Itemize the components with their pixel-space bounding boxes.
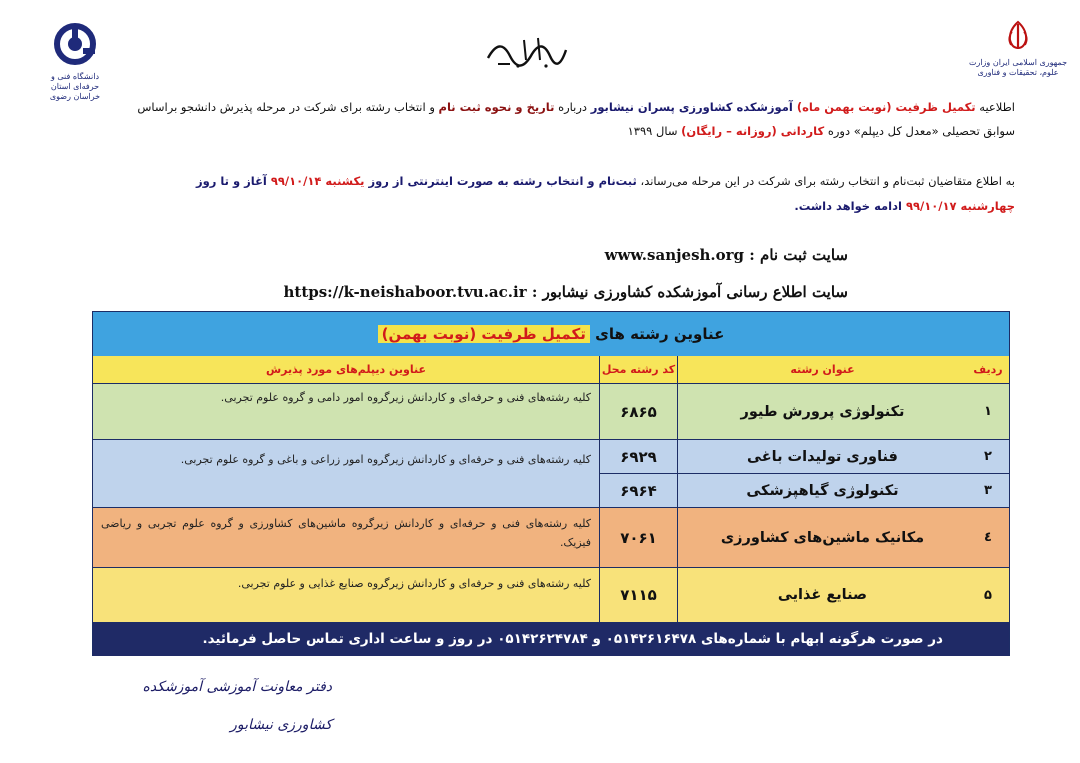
bismillah-calligraphy (480, 28, 570, 72)
ministry-logo (968, 18, 1068, 93)
announcement-text: به اطلاع متقاضیان ثبت‌نام و انتخاب رشته برای شرکت در این مرحله می‌رساند، (636, 174, 1015, 188)
letterhead (0, 0, 1080, 101)
registration-site-label: سایت ثبت نام : (749, 246, 848, 264)
info-site-label: سایت اطلاع رسانی آموزشکده کشاورزی نیشابور : (531, 283, 848, 301)
announcement-line-3 (65, 172, 1015, 190)
major-name: تکنولوژی گیاهپزشکی (677, 474, 967, 508)
registration-method-text: ثبت‌نام و انتخاب رشته به صورت اینترنتی از روز (364, 174, 637, 188)
announcement-line-4 (65, 197, 1015, 215)
row-number: ۱ (967, 384, 1009, 440)
diploma-group-2: کلیه رشته‌های فنی و حرفه‌ای و کاردانش زیرگروه امور زراعی و باغی و گروه علوم تجربی. (93, 440, 599, 508)
bismillah-icon (480, 28, 570, 72)
ministry-logo-caption: جمهوری اسلامی ایران وزارت علوم، تحقیقات و فناوری (968, 58, 1068, 77)
row-number: ٤ (967, 508, 1009, 568)
announcement-line-1 (65, 98, 1015, 116)
major-code: ۷۰۶۱ (599, 508, 677, 568)
registration-site-link[interactable]: www.sanjesh.org (604, 246, 745, 264)
major-name: صنایع غذایی (677, 568, 967, 623)
header-code: کد رشته محل (599, 356, 677, 384)
row-number: ۳ (967, 474, 1009, 508)
info-site (283, 283, 848, 301)
completion-capacity-highlight: تکمیل ظرفیت (نوبت بهمن ماه) (796, 100, 976, 114)
major-name: فناوری تولیدات باغی (677, 440, 967, 474)
header-major: عنوان رشته (677, 356, 967, 384)
diploma-group-1: کلیه رشته‌های فنی و حرفه‌ای و کاردانش زیرگروه امور دامی و گروه علوم تجربی. (93, 384, 599, 440)
university-logo-caption: دانشگاه فنی و حرفه‌ای استان خراسان رضوی (49, 72, 101, 101)
iran-emblem-icon (1001, 18, 1035, 52)
announcement-text: درباره (554, 100, 591, 114)
major-name: تکنولوژی پرورش طیور (677, 384, 967, 440)
major-name: مکانیک ماشین‌های کشاورزی (677, 508, 967, 568)
announcement-text: ادامه خواهد داشت. (794, 199, 906, 213)
office-signature: دفتر معاونت آموزشی آموزشکده کشاورزی نیشابور (142, 679, 332, 733)
major-code: ۶۹۲۹ (599, 440, 677, 474)
table-title-prefix: عناوین رشته های (595, 325, 725, 343)
diploma-group-4: کلیه رشته‌های فنی و حرفه‌ای و کاردانش زیرگروه صنایع غذایی و علوم تجربی. (93, 568, 599, 623)
end-date-highlight: چهارشنبه ۹۹/۱۰/۱۷ (905, 199, 1015, 213)
announcement-text: سال ۱۳۹۹ (627, 124, 682, 138)
header-row-no: ردیف (967, 356, 1009, 384)
university-emblem-icon (53, 22, 97, 66)
announcement-text: اطلاعیه (975, 100, 1015, 114)
contact-footer: در صورت هرگونه ابهام با شماره‌های ۰۵۱۴۲۶۱۶۴۷۸ و ۰۵۱۴۲۶۲۴۷۸۴ در روز و ساعت اداری تماس حاصل فرمائید. (93, 623, 1009, 656)
announcement-text: و انتخاب رشته برای شرکت در مرحله پذیرش دانشجو براساس (137, 100, 439, 114)
row-number: ۲ (967, 440, 1009, 474)
header-diplomas: عناوین دیپلم‌های مورد پذیرش (93, 356, 599, 384)
major-code: ۷۱۱۵ (599, 568, 677, 623)
start-date-highlight: یکشنبه ۹۹/۱۰/۱۴ (270, 174, 365, 188)
major-code: ۶۸۶۵ (599, 384, 677, 440)
major-code: ۶۹۶۴ (599, 474, 677, 508)
announcement-text: سوابق تحصیلی «معدل کل دیپلم» دوره (824, 124, 1015, 138)
registration-date-highlight: تاریخ و نحوه ثبت نام (438, 100, 555, 114)
table-title (93, 312, 1009, 356)
majors-table (92, 311, 1010, 656)
university-logo (40, 22, 110, 101)
announcement-text: آغاز و تا روز (195, 174, 271, 188)
course-type-highlight: کاردانی (روزانه – رایگان) (681, 124, 825, 138)
registration-site (605, 246, 848, 264)
college-name: آموزشکده کشاورزی پسران نیشابور (590, 100, 797, 114)
info-site-link[interactable]: https://k-neishaboor.tvu.ac.ir (283, 283, 527, 301)
row-number: ۵ (967, 568, 1009, 623)
diploma-group-3: کلیه رشته‌های فنی و حرفه‌ای و کاردانش زیرگروه ماشین‌های کشاورزی و گروه علوم تجربی و ریاضی فیزیک. (93, 508, 599, 568)
announcement-line-2 (65, 122, 1015, 140)
table-title-highlight: تکمیل ظرفیت (نوبت بهمن) (378, 325, 590, 343)
